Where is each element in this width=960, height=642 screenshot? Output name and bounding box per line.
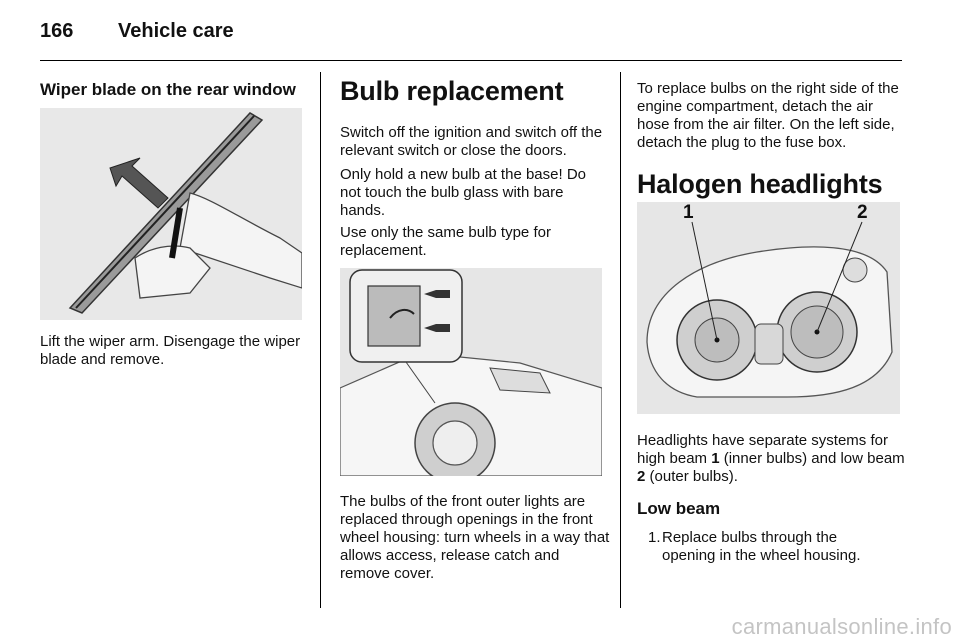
text-part: (inner bulbs) and low beam: [719, 450, 905, 467]
bulb-replacement-heading: Bulb replacement: [340, 76, 564, 106]
wheel-housing-illustration: [340, 268, 602, 476]
bulb-para-3: Use only the same bulb type for replacement.: [340, 224, 551, 259]
bulb-para-2: Only hold a new bulb at the base! Do not touch the bulb glass with bare hands.: [340, 166, 586, 219]
bulb-para-1: Switch off the ignition and switch off the relevant switch or close the doors.: [340, 124, 603, 159]
list-item-text: Replace bulbs through the opening in the wheel housing.: [662, 529, 861, 564]
page-number: 166: [40, 20, 74, 42]
list-number: 1.: [648, 529, 661, 546]
text-part: (outer bulbs).: [645, 468, 738, 485]
figure-label-1: 1: [683, 202, 694, 223]
wiper-heading: Wiper blade on the rear window: [40, 80, 296, 99]
wiper-text: Lift the wiper arm. Disengage the wiper blade and remove.: [40, 333, 301, 368]
column-divider-2: [620, 72, 621, 608]
page-header: [40, 20, 234, 43]
headlight-systems-text: [637, 432, 905, 486]
column-divider-1: [320, 72, 321, 608]
low-beam-heading: Low beam: [637, 499, 721, 518]
headlight-illustration: [637, 202, 900, 414]
engine-compartment-text: To replace bulbs on the right side of the engine compartment, detach the air hose from the air filter. On the left side, detach the plug to the fuse box.: [637, 80, 899, 151]
halogen-heading: Halogen headlights: [637, 169, 883, 199]
header-rule: [40, 60, 902, 61]
wiper-illustration: [40, 108, 302, 320]
watermark: carmanualsonline.info: [731, 614, 952, 639]
text-part: Headlights have separate systems for high beam: [637, 432, 888, 467]
page-title: Vehicle care: [118, 20, 234, 42]
bulb-para-4: The bulbs of the front outer lights are replaced through openings in the front wheel housing: turn wheels in a way that allows access, release catch and remove cover.: [340, 493, 610, 582]
figure-label-2: 2: [857, 202, 868, 223]
bold-ref-2: 2: [637, 468, 646, 485]
bold-ref-1: 1: [711, 450, 720, 467]
